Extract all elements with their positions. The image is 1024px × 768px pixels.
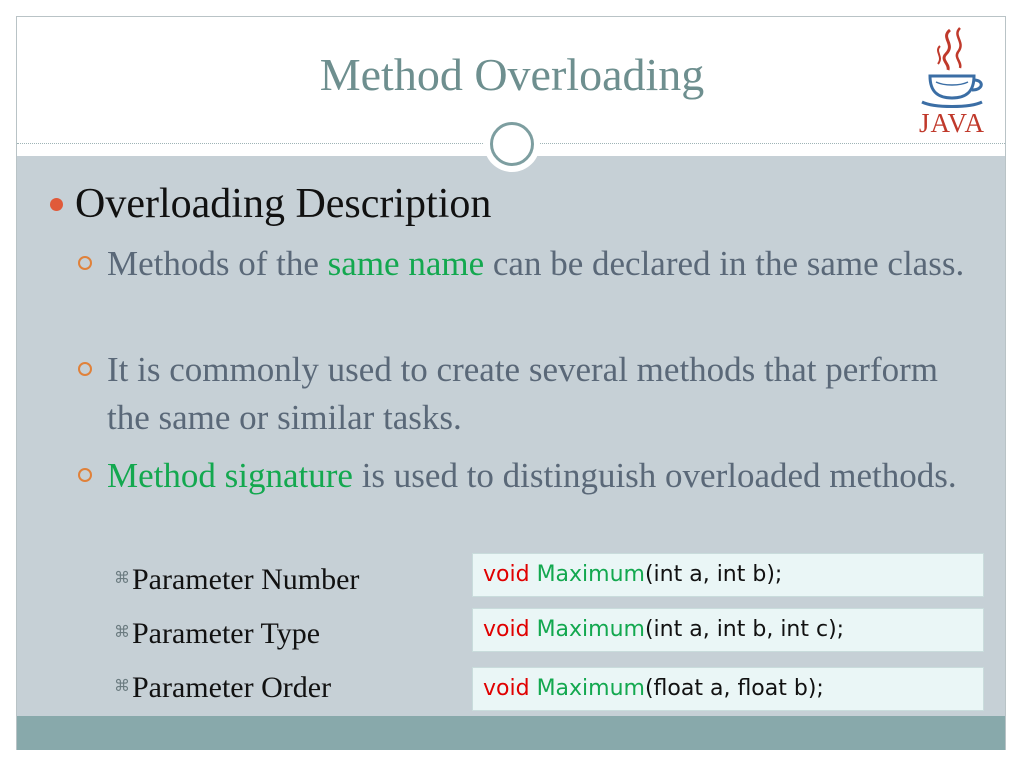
- code-keyword: void: [483, 562, 530, 587]
- list-item: [78, 346, 988, 442]
- code-keyword: void: [483, 676, 530, 701]
- sub-list-item: [114, 670, 331, 708]
- main-bullet-text: Overloading Description: [75, 181, 492, 227]
- list-item: [78, 240, 988, 288]
- filled-bullet-icon: [50, 198, 63, 211]
- circle-bullet-icon: [78, 468, 92, 482]
- cross-bullet-icon: ⌘: [114, 678, 130, 696]
- list-item-text: Methods of the same name can be declared in the same class.: [107, 244, 965, 283]
- code-params: (int a, int b, int c);: [644, 617, 845, 642]
- footer-band: [17, 716, 1005, 750]
- code-method-name: Maximum: [536, 617, 645, 642]
- sub-list-item: [114, 616, 320, 654]
- code-method-name: Maximum: [536, 562, 645, 587]
- sub-list-item: [114, 562, 359, 600]
- list-item: [78, 452, 988, 500]
- code-keyword: void: [483, 617, 530, 642]
- slide-title: Method Overloading: [319, 49, 705, 100]
- main-bullet: [50, 180, 491, 228]
- sub-list-item-text: Parameter Number: [132, 563, 360, 596]
- ring-icon: [490, 122, 534, 166]
- java-logo-word: JAVA: [918, 108, 986, 138]
- code-snippet: [472, 667, 984, 711]
- java-coffee-cup-icon: [910, 24, 994, 114]
- circle-ornament: [484, 116, 540, 172]
- code-params: (int a, int b);: [644, 562, 783, 587]
- code-method-name: Maximum: [536, 676, 645, 701]
- list-item-text: It is commonly used to create several methods that perform the same or similar tasks.: [107, 350, 938, 437]
- circle-bullet-icon: [78, 362, 92, 376]
- cross-bullet-icon: ⌘: [114, 570, 130, 588]
- code-snippet: [472, 553, 984, 597]
- circle-bullet-icon: [78, 256, 92, 270]
- cross-bullet-icon: ⌘: [114, 624, 130, 642]
- code-snippet: [472, 608, 984, 652]
- list-item-text: Method signature is used to distinguish overloaded methods.: [107, 456, 957, 495]
- code-params: (float a, float b);: [644, 676, 824, 701]
- sub-list-item-text: Parameter Order: [132, 671, 332, 704]
- java-logo: [910, 24, 994, 140]
- sub-list-item-text: Parameter Type: [132, 617, 321, 650]
